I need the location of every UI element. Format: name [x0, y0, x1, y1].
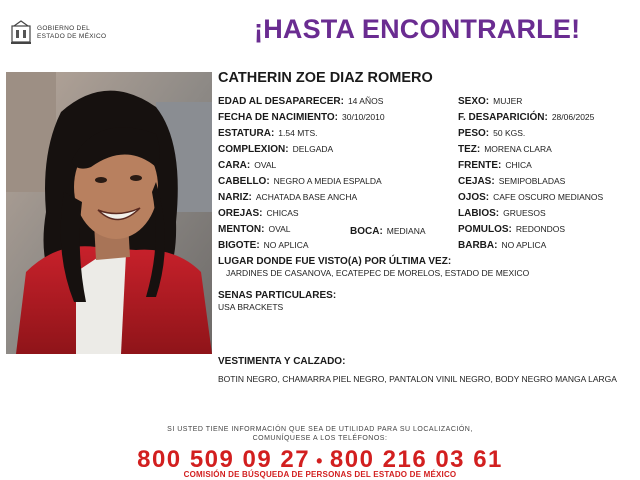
field-cabello: [218, 176, 382, 187]
gov-line-1: GOBIERNO DEL: [37, 25, 91, 32]
field-value: 50 KGS.: [493, 128, 526, 138]
field-label: BOCA:: [350, 226, 383, 237]
field-value: REDONDOS: [515, 224, 566, 234]
field-cejas: [458, 176, 565, 187]
field-label: SEXO:: [458, 96, 490, 107]
field-value: MORENA CLARA: [484, 144, 552, 154]
field-label: POMULOS:: [458, 224, 512, 235]
field-pomulos: [458, 224, 565, 235]
field-label: CARA:: [218, 160, 251, 171]
field-value: 1.54 MTS.: [278, 128, 318, 138]
field-value: 30/10/2010: [342, 112, 385, 122]
field-label: OJOS:: [458, 192, 490, 203]
field-labios: [458, 208, 546, 219]
field-frente: [458, 160, 532, 171]
field-label: CABELLO:: [218, 176, 270, 187]
field-label: BARBA:: [458, 240, 498, 251]
particular-marks-value: USA BRACKETS: [218, 302, 284, 312]
field-value: CAFE OSCURO MEDIANOS: [493, 192, 604, 202]
phone-separator: •: [316, 451, 324, 471]
field-barba: [458, 240, 546, 251]
field-label: NARIZ:: [218, 192, 252, 203]
field-label: COMPLEXION:: [218, 144, 289, 155]
field-fecha-nacimiento: [218, 112, 385, 123]
phone-number-2[interactable]: 800 216 03 61: [329, 446, 503, 473]
headline: ¡HASTA ENCONTRARLE!: [254, 14, 581, 44]
field-fecha-desaparicion: [458, 112, 594, 123]
field-value: 28/06/2025: [551, 112, 595, 122]
field-orejas: [218, 208, 299, 219]
government-name: [37, 25, 106, 41]
commission-name: COMISIÓN DE BÚSQUEDA DE PERSONAS DEL ESTADO DE MÉXICO: [183, 470, 457, 479]
field-complexion: [218, 144, 333, 155]
field-value: MUJER: [493, 96, 523, 106]
clothing-label: VESTIMENTA Y CALZADO:: [218, 356, 346, 367]
field-value: SEMIPOBLADAS: [498, 176, 566, 186]
field-label: LABIOS:: [458, 208, 500, 219]
field-value: OVAL: [268, 224, 291, 234]
field-value: CHICA: [505, 160, 532, 170]
last-seen-value: JARDINES DE CASANOVA, ECATEPEC DE MORELOS, ESTADO DE MEXICO: [226, 268, 530, 278]
field-value: NO APLICA: [501, 240, 547, 250]
field-value: DELGADA: [292, 144, 334, 154]
portrait-illustration: [6, 72, 212, 354]
field-tez: [458, 144, 552, 155]
field-value: 14 AÑOS: [347, 96, 384, 106]
field-label: EDAD AL DESAPARECER:: [218, 96, 344, 107]
field-value: GRUESOS: [503, 208, 546, 218]
footer-note-line-2: COMUNÍQUESE A LOS TELÉFONOS:: [252, 435, 388, 442]
field-edad: [218, 96, 383, 107]
clothing-value: BOTIN NEGRO, CHAMARRA PIEL NEGRO, PANTALON VINIL NEGRO, BODY NEGRO MANGA LARGA: [218, 374, 617, 384]
field-label: FRENTE:: [458, 160, 502, 171]
field-nariz: [218, 192, 357, 203]
field-value: ACHATADA BASE ANCHA: [255, 192, 358, 202]
field-value: CHICAS: [266, 208, 299, 218]
field-label: OREJAS:: [218, 208, 263, 219]
last-seen-label: LUGAR DONDE FUE VISTO(A) POR ÚLTIMA VEZ:: [218, 256, 452, 267]
field-estatura: [218, 128, 318, 139]
state-emblem-icon: [10, 20, 32, 46]
field-label: FECHA DE NACIMIENTO:: [218, 112, 338, 123]
field-value: NEGRO A MEDIA ESPALDA: [273, 176, 382, 186]
particular-marks-label: SENAS PARTICULARES:: [218, 290, 337, 301]
field-label: BIGOTE:: [218, 240, 260, 251]
field-label: PESO:: [458, 128, 490, 139]
field-sexo: [458, 96, 522, 107]
missing-person-photo: [6, 72, 212, 354]
field-label: TEZ:: [458, 144, 481, 155]
field-value: NO APLICA: [263, 240, 309, 250]
field-label: ESTATURA:: [218, 128, 275, 139]
field-label: MENTON:: [218, 224, 265, 235]
field-bigote: [218, 240, 309, 251]
field-boca: [350, 226, 426, 237]
government-logo: [10, 20, 106, 46]
field-menton: [218, 224, 291, 235]
person-name: CATHERIN ZOE DIAZ ROMERO: [218, 70, 433, 86]
footer-note-line-1: SI USTED TIENE INFORMACIÓN QUE SEA DE UTILIDAD PARA SU LOCALIZACIÓN,: [167, 426, 473, 433]
field-label: F. DESAPARICIÓN:: [458, 112, 548, 123]
field-value: OVAL: [254, 160, 277, 170]
field-value: MEDIANA: [386, 226, 426, 236]
field-ojos: [458, 192, 603, 203]
field-label: CEJAS:: [458, 176, 495, 187]
phone-number-1[interactable]: 800 509 09 27: [137, 446, 311, 473]
field-cara: [218, 160, 276, 171]
field-peso: [458, 128, 525, 139]
gov-line-2: ESTADO DE MÉXICO: [37, 33, 107, 40]
